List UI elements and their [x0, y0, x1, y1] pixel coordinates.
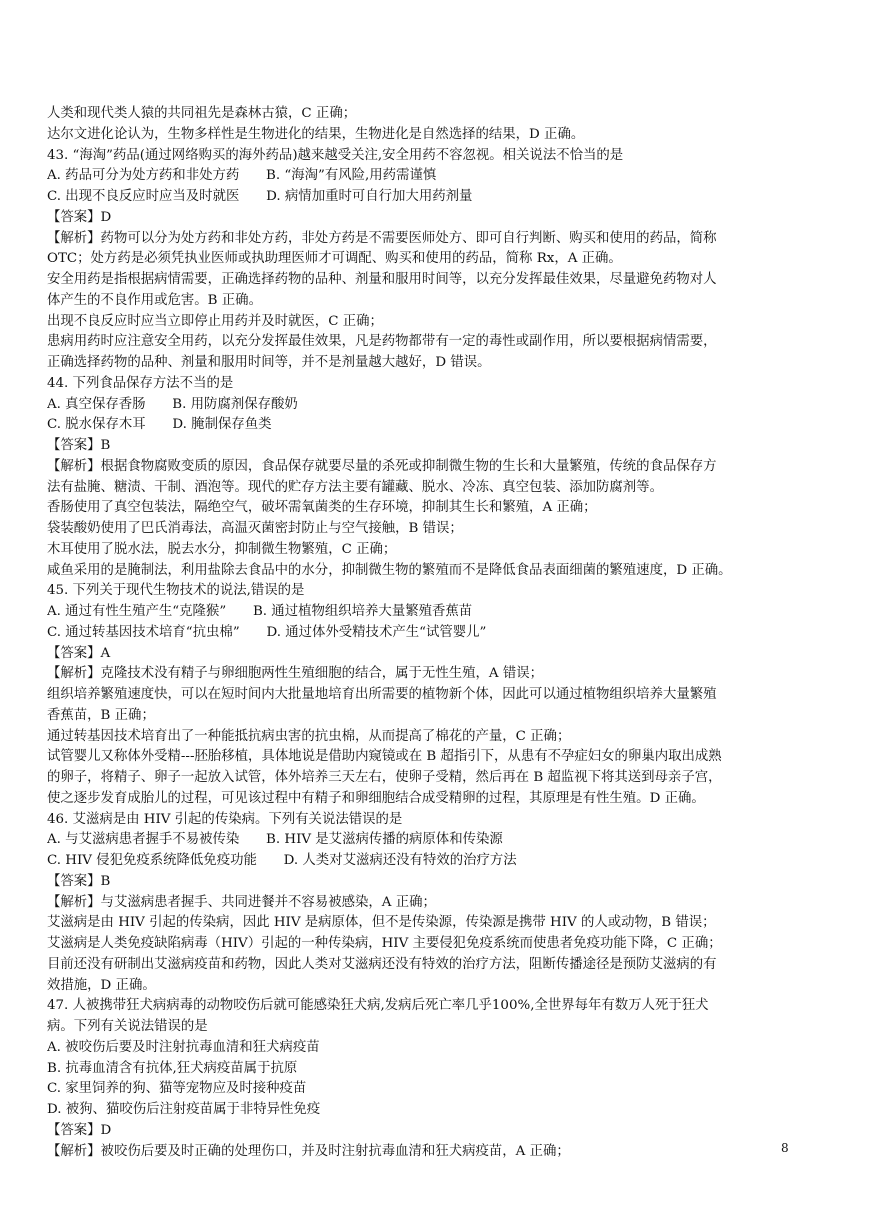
text-line: 出现不良反应时应当立即停止用药并及时就医，C 正确；: [47, 313, 383, 329]
text-line: 正确选择药物的品种、剂量和服用时间等，并不是剂量越大越好，D 错误。: [47, 355, 491, 370]
text-line: 【答案】A: [47, 645, 111, 661]
page-number: 8: [781, 1141, 789, 1155]
text-line: 香蕉苗，B 正确；: [47, 707, 155, 723]
text-line: D. 被狗、猫咬伤后注射疫苗属于非特异性免疫: [47, 1102, 321, 1117]
text-line: 袋装酸奶使用了巴氏消毒法，高温灭菌密封防止与空气接触，B 错误；: [47, 521, 463, 536]
text-line: 人类和现代类人猿的共同祖先是森林古猿，C 正确；: [47, 106, 357, 121]
text-line: A. 被咬伤后要及时注射抗毒血清和狂犬病疫苗: [47, 1039, 320, 1055]
text-line: 【答案】B: [47, 873, 111, 889]
text-line: 患病用药时应注意安全用药，以充分发挥最佳效果，凡是药物都带有一定的毒性或副作用，所以要根据病情需要，: [47, 334, 717, 350]
text-line: 体产生的不良作用或危害。B 正确。: [47, 292, 262, 308]
text-line: C. 出现不良反应时应当及时就医 D. 病情加重时可自行加大用药剂量: [47, 189, 473, 204]
text-line: 47. 人被携带狂犬病病毒的动物咬伤后就可能感染狂犬病,发病后死亡率几乎100%,全世界每年有数万人死于狂犬: [47, 998, 709, 1014]
text-line: 安全用药是指根据病情需要，正确选择药物的品种、剂量和服用时间等，以充分发挥最佳效果，尽量避免药物对人: [47, 272, 717, 287]
text-line: 【解析】被咬伤后要及时正确的处理伤口，并及时注射抗毒血清和狂犬病疫苗，A 正确；: [47, 1143, 570, 1159]
text-line: 木耳使用了脱水法，脱去水分，抑制微生物繁殖，C 正确；: [47, 541, 397, 557]
text-line: 咸鱼采用的是腌制法，利用盐除去食品中的水分，抑制微生物的繁殖而不是降低食品表面细菌的繁殖速度，D 正确。: [47, 562, 732, 578]
text-line: 45. 下列关于现代生物技术的说法,错误的是: [47, 583, 305, 599]
text-line: 【解析】与艾滋病患者握手、共同进餐并不容易被感染，A 正确；: [47, 894, 436, 910]
text-line: A. 药品可分为处方药和非处方药 B. “海淘”有风险,用药需谨慎: [47, 168, 437, 184]
text-line: 效措施，D 正确。: [47, 977, 156, 993]
text-line: 组织培养繁殖速度快，可以在短时间内大批量地培育出所需要的植物新个体，因此可以通过植物组织培养大量繁殖: [47, 687, 717, 702]
text-line: 艾滋病是由 HIV 引起的传染病，因此 HIV 是病原体，但不是传染源，传染源是携带 HIV 的人或动物，B 错误；: [47, 915, 716, 931]
text-line: A. 真空保存香肠 B. 用防腐剂保存酸奶: [47, 396, 298, 412]
text-line: 试管婴儿又称体外受精---胚胎移植，具体地说是借助内窥镜或在 B 超指引下，从患有不孕症妇女的卵巢内取出成熟: [47, 749, 722, 765]
text-line: 法有盐腌、糖渍、干制、酒泡等。现代的贮存方法主要有罐藏、脱水、冷冻、真空包装、添加防腐剂等。: [47, 479, 663, 495]
text-line: B. 抗毒血清含有抗体,狂犬病疫苗属于抗原: [47, 1060, 298, 1076]
text-line: 【答案】D: [47, 1122, 112, 1138]
text-line: 达尔文进化论认为，生物多样性是生物进化的结果，生物进化是自然选择的结果，D 正确。: [47, 126, 585, 142]
text-line: 目前还没有研制出艾滋病疫苗和药物，因此人类对艾滋病还没有特效的治疗方法，阻断传播途径是预防艾滋病的有: [47, 956, 717, 972]
text-line: 通过转基因技术培育出了一种能抵抗病虫害的抗虫棉，从而提高了棉花的产量，C 正确；: [47, 728, 571, 744]
text-line: C. 脱水保存木耳 D. 腌制保存鱼类: [47, 417, 272, 433]
text-line: OTC；处方药是必须凭执业医师或执助理医师才可调配、购买和使用的药品，简称 Rx，A 正确。: [47, 251, 622, 267]
text-line: 香肠使用了真空包装法，隔绝空气，破坏需氧菌类的生存环境，抑制其生长和繁殖，A 正确；: [47, 500, 597, 516]
text-line: 44. 下列食品保存方法不当的是: [47, 375, 234, 391]
text-line: C. 通过转基因技术培育“抗虫棉” D. 通过体外受精技术产生“试管婴儿”: [47, 624, 487, 640]
page-body: [47, 104, 822, 1162]
text-line: A. 与艾滋病患者握手不易被传染 B. HIV 是艾滋病传播的病原体和传染源: [47, 832, 503, 848]
text-line: 使之逐步发育成胎儿的过程，可见该过程中有精子和卵细胞结合成受精卵的过程，其原理是有性生殖。D 正确。: [47, 790, 705, 806]
text-line: 【解析】药物可以分为处方药和非处方药，非处方药是不需要医师处方、即可自行判断、购买和使用的药品，简称: [47, 230, 717, 246]
text-line: C. HIV 侵犯免疫系统降低免疫功能 D. 人类对艾滋病还没有特效的治疗方法: [47, 853, 517, 868]
text-line: 【答案】B: [47, 438, 111, 453]
text-line: 的卵子，将精子、卵子一起放入试管，体外培养三天左右，使卵子受精，然后再在 B 超监视下将其送到母亲子宫，: [47, 770, 722, 785]
text-line: 46. 艾滋病是由 HIV 引起的传染病。下列有关说法错误的是: [47, 811, 403, 827]
text-line: 【答案】D: [47, 209, 112, 225]
text-line: 【解析】克隆技术没有精子与卵细胞两性生殖细胞的结合，属于无性生殖，A 错误；: [47, 666, 543, 682]
text-line: A. 通过有性生殖产生“克隆猴” B. 通过植物组织培养大量繁殖香蕉苗: [47, 604, 473, 619]
text-line: C. 家里饲养的狗、猫等宠物应及时接种疫苗: [47, 1081, 307, 1097]
text-line: 病。下列有关说法错误的是: [47, 1019, 208, 1034]
text-line: 艾滋病是人类免疫缺陷病毒（HIV）引起的一种传染病，HIV 主要侵犯免疫系统而使患者免疫功能下降，C 正确；: [47, 936, 722, 951]
text-line: 43. “海淘”药品(通过网络购买的海外药品)越来越受关注,安全用药不容忽视。相关说法不恰当的是: [47, 147, 624, 163]
text-line: 【解析】根据食物腐败变质的原因，食品保存就要尽量的杀死或抑制微生物的生长和大量繁殖，传统的食品保存方: [47, 458, 717, 474]
